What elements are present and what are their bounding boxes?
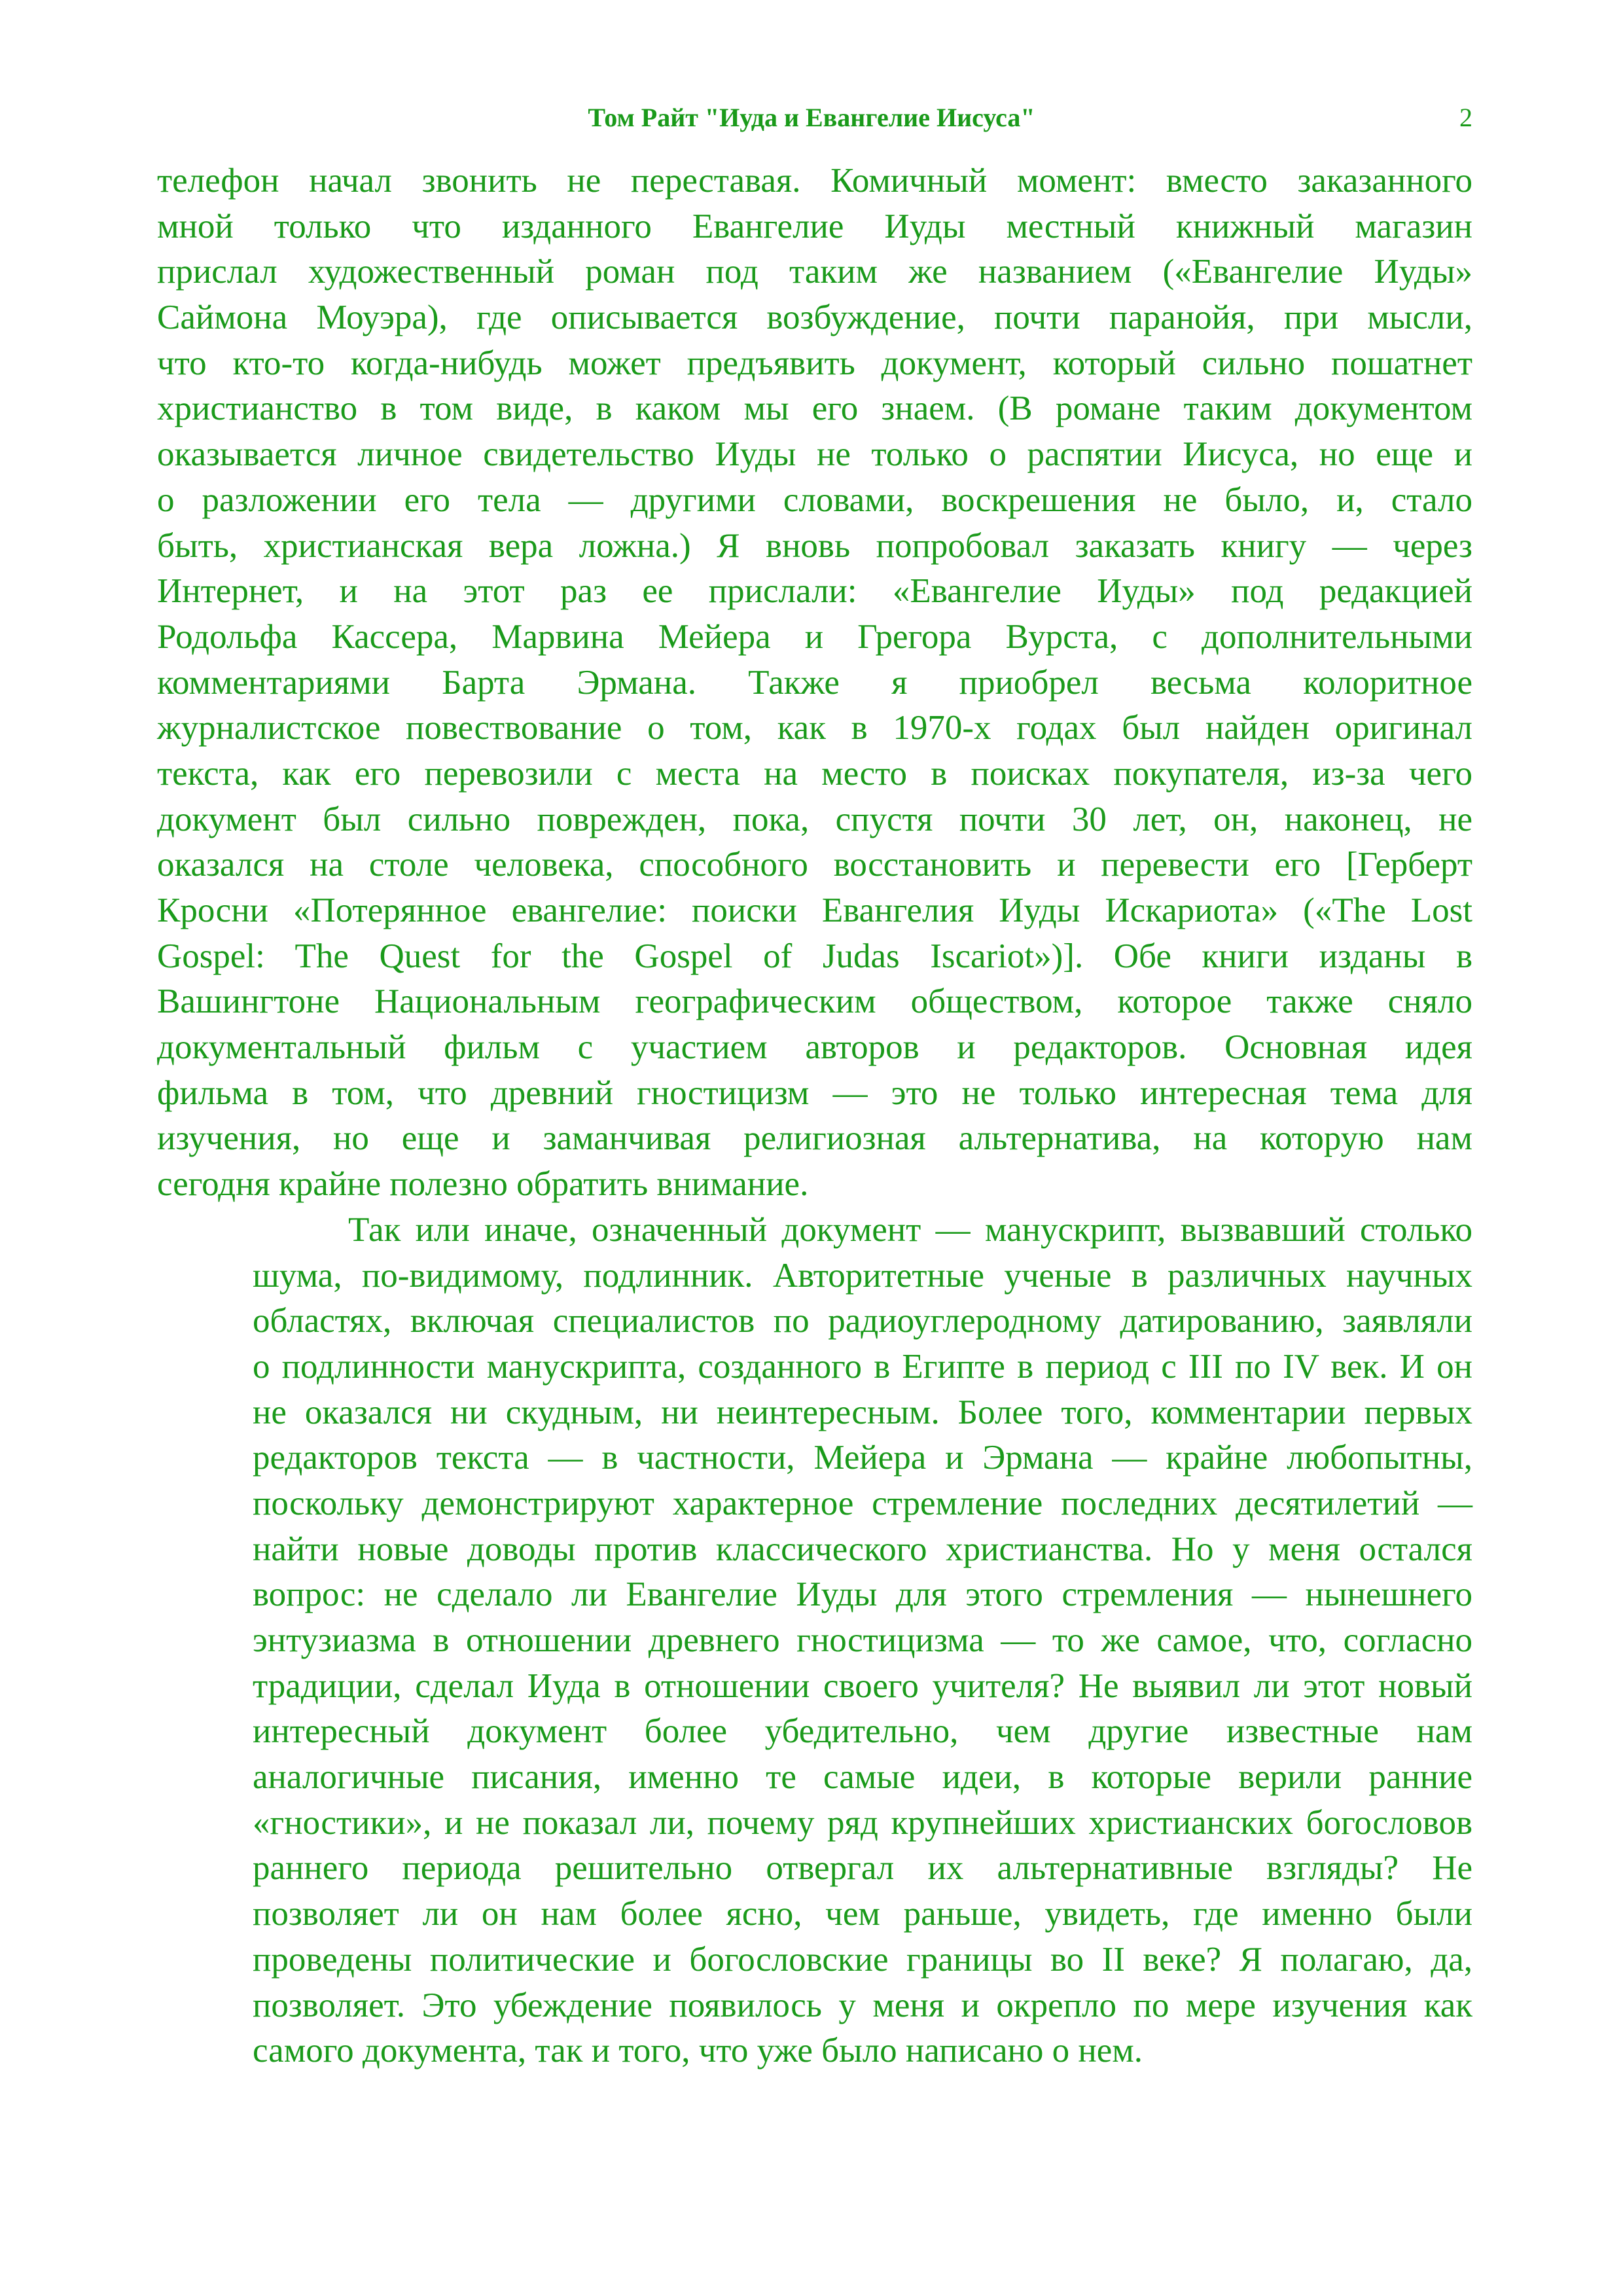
text-line: найти новые доводы против классического христианства. Но у меня остался	[253, 1530, 1472, 1568]
text-line: проведены политические и богословские границы во II веке? Я полагаю, да,	[253, 1940, 1472, 1979]
text-line: Gospel: The Quest for the Gospel of Judas Iscariot»)]. Обе книги изданы в	[157, 937, 1472, 975]
text-line: текста, как его перевозили с места на место в поисках покупателя, из-за чего	[157, 754, 1472, 793]
text-line: «гностики», и не показал ли, почему ряд крупнейших христианских богословов	[253, 1803, 1472, 1842]
paragraph-2	[157, 1208, 1472, 2074]
text-line: самого документа, так и того, что уже было написано о нем.	[253, 2032, 1143, 2070]
text-line: журналистское повествование о том, как в 1970-х годах был найден оригинал	[157, 709, 1472, 747]
text-line: комментариями Барта Эрмана. Также я приобрел весьма колоритное	[157, 663, 1472, 702]
text-line: раннего периода решительно отвергал их альтернативные взгляды? Не	[253, 1849, 1472, 1888]
text-line: не оказался ни скудным, ни неинтересным. Более того, комментарии первых	[253, 1393, 1472, 1431]
text-line: оказался на столе человека, способного восстановить и перевести его [Герберт	[157, 846, 1472, 884]
text-line: христианство в том виде, в каком мы его знаем. (В романе таким документом	[157, 389, 1472, 428]
text-line: документальный фильм с участием авторов и редакторов. Основная идея	[157, 1028, 1472, 1067]
text-line: вопрос: не сделало ли Евангелие Иуды для этого стремления — нынешнего	[253, 1575, 1472, 1614]
text-line: Кросни «Потерянное евангелие: поиски Евангелия Иуды Искариота» («The Lost	[157, 891, 1472, 929]
text-line: телефон начал звонить не переставая. Комичный момент: вместо заказанного	[157, 162, 1472, 200]
text-line: шума, по-видимому, подлинник. Авторитетные ученые в различных научных	[253, 1256, 1472, 1295]
text-line: энтузиазма в отношении древнего гностицизма — то же самое, что, согласно	[253, 1621, 1472, 1659]
body-text	[157, 158, 1472, 2074]
text-line: о подлинности манускрипта, созданного в Египте в период с III по IV век. И он	[253, 1347, 1472, 1386]
paragraph-1	[157, 158, 1472, 1208]
header-title: Том Райт "Иуда и Евангелие Иисуса"	[588, 103, 1035, 132]
text-line: фильма в том, что древний гностицизм — это не только интересная тема для	[157, 1073, 1472, 1112]
text-line: сегодня крайне полезно обратить внимание.	[157, 1165, 809, 1204]
text-line: позволяет. Это убеждение появилось у меня и окрепло по мере изучения как	[253, 1986, 1472, 2024]
text-line: интересный документ более убедительно, чем другие известные нам	[253, 1712, 1472, 1751]
text-line: редакторов текста — в частности, Мейера и Эрмана — крайне любопытны,	[253, 1439, 1472, 1477]
text-line: позволяет ли он нам более ясно, чем раньше, увидеть, где именно были	[253, 1895, 1472, 1933]
text-line: аналогичные писания, именно те самые идеи, в которые верили ранние	[253, 1758, 1472, 1797]
text-line: Так или иначе, означенный документ — манускрипт, вызвавший столько	[348, 1210, 1472, 1249]
text-line: документ был сильно поврежден, пока, спустя почти 30 лет, он, наконец, не	[157, 800, 1472, 838]
page-number: 2	[1459, 103, 1472, 132]
text-line: традиции, сделал Иуда в отношении своего учителя? Не выявил ли этот новый	[253, 1666, 1472, 1705]
text-line: изучения, но еще и заманчивая религиозная альтернатива, на которую нам	[157, 1119, 1472, 1158]
running-header	[157, 98, 1472, 144]
text-line: поскольку демонстрируют характерное стремление последних десятилетий —	[253, 1484, 1472, 1522]
text-line: о разложении его тела — другими словами, воскрешения не было, и, стало	[157, 480, 1472, 519]
text-line: Интернет, и на этот раз ее прислали: «Евангелие Иуды» под редакцией	[157, 572, 1472, 611]
text-line: Вашингтоне Национальным географическим обществом, которое также сняло	[157, 982, 1472, 1021]
text-line: оказывается личное свидетельство Иуды не только о распятии Иисуса, но еще и	[157, 435, 1472, 474]
text-line: Родольфа Кассера, Марвина Мейера и Грегора Вурста, с дополнительными	[157, 617, 1472, 656]
text-line: Саймона Моуэра), где описывается возбуждение, почти паранойя, при мысли,	[157, 298, 1472, 337]
text-line: областях, включая специалистов по радиоуглеродному датированию, заявляли	[253, 1302, 1472, 1340]
text-line: мной только что изданного Евангелие Иуды местный книжный магазин	[157, 207, 1472, 245]
text-line: быть, христианская вера ложна.) Я вновь попробовал заказать книгу — через	[157, 526, 1472, 565]
text-line: прислал художественный роман под таким же названием («Евангелие Иуды»	[157, 253, 1472, 291]
text-line: что кто-то когда-нибудь может предъявить документ, который сильно пошатнет	[157, 344, 1472, 382]
